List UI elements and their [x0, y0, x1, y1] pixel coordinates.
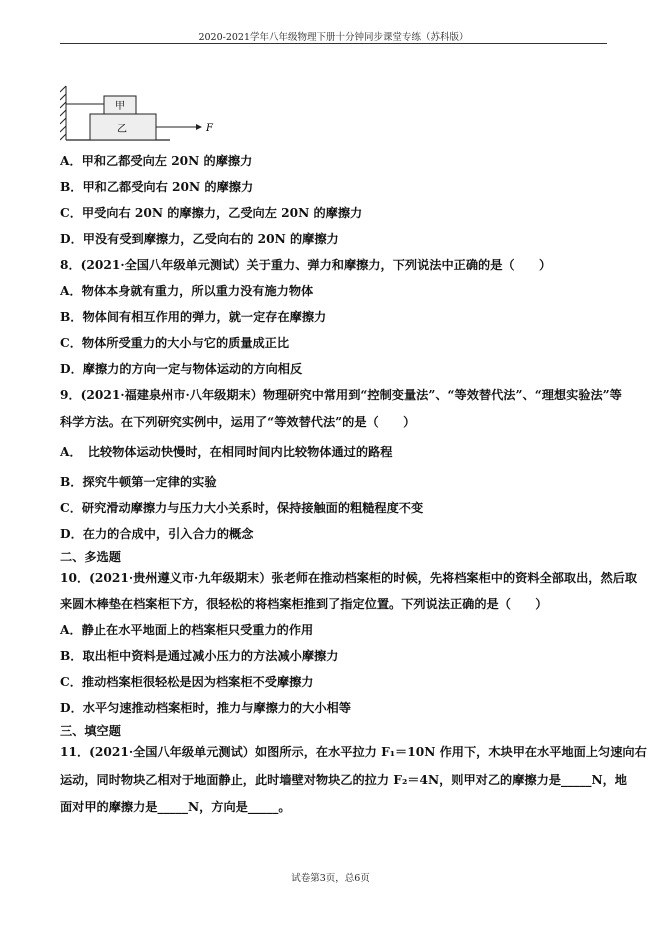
q10-option-c: C．推动档案柜很轻松是因为档案柜不受摩擦力 [60, 675, 314, 689]
q9-stem-line1: 9．(2021·福建泉州市·八年级期末）物理研究中常用到“控制变量法”、“等效替代法”、“理想实验法”等 [60, 388, 622, 402]
q8-option-c: C．物体所受重力的大小与它的质量成正比 [60, 336, 290, 350]
q10-stem-line2: 来圆木棒垫在档案柜下方，很轻松的将档案柜推到了指定位置。下列说法正确的是（ ） [60, 597, 548, 611]
label-jia: 甲 [115, 101, 125, 112]
wall-hatching [60, 86, 66, 140]
q10-stem-line1: 10．(2021·贵州遵义市·九年级期末）张老师在推动档案柜的时候，先将档案柜中的资料全部取出，然后取 [60, 571, 638, 585]
q7-option-a: A．甲和乙都受向左 20N 的摩擦力 [60, 154, 253, 168]
q10-option-b: B．取出柜中资料是通过减小压力的方法减小摩擦力 [60, 649, 339, 663]
q9-stem-line2: 科学方法。在下列研究实例中，运用了“等效替代法”的是（ ） [60, 415, 416, 429]
label-yi: 乙 [117, 124, 127, 135]
q8-option-b: B．物体间有相互作用的弹力，就一定存在摩擦力 [60, 310, 327, 324]
q9-option-a: A． 比较物体运动快慢时，在相同时间内比较物体通过的路程 [60, 445, 393, 459]
q9-option-d: D．在力的合成中，引入合力的概念 [60, 527, 254, 541]
q8-option-d: D．摩擦力的方向一定与物体运动的方向相反 [60, 362, 303, 376]
q8-stem: 8．(2021·全国八年级单元测试）关于重力、弹力和摩擦力，下列说法中正确的是（ ） [60, 258, 552, 272]
q9-option-b: B．探究牛顿第一定律的实验 [60, 475, 217, 489]
q11-line3: 面对甲的摩擦力是_____N，方向是_____。 [60, 800, 291, 814]
section-fill-in: 三、填空题 [60, 724, 121, 738]
q8-option-a: A．物体本身就有重力，所以重力没有施力物体 [60, 284, 314, 298]
force-arrowhead [196, 124, 202, 130]
page-footer: 试卷第3页，总6页 [291, 873, 370, 884]
q7-option-c: C．甲受向右 20N 的摩擦力，乙受向左 20N 的摩擦力 [60, 206, 363, 220]
q11-line1: 11．(2021·全国八年级单元测试）如图所示，在水平拉力 F₁＝10N 作用下，木块甲在水平地面上匀速向右 [60, 745, 647, 759]
q7-option-d: D．甲没有受到摩擦力，乙受向右的 20N 的摩擦力 [60, 232, 339, 246]
q7-option-b: B．甲和乙都受向右 20N 的摩擦力 [60, 180, 254, 194]
header-divider [60, 43, 607, 44]
section-multiple-choice: 二、多选题 [60, 550, 121, 564]
block-diagram-figure [60, 84, 220, 144]
q9-option-c: C．研究滑动摩擦力与压力大小关系时，保持接触面的粗糙程度不变 [60, 501, 424, 515]
q10-option-d: D．水平匀速推动档案柜时，推力与摩擦力的大小相等 [60, 701, 351, 715]
q11-line2: 运动，同时物块乙相对于地面静止，此时墙壁对物块乙的拉力 F₂＝4N，则甲对乙的摩擦力是_____N，地 [60, 773, 627, 787]
q10-option-a: A．静止在水平地面上的档案柜只受重力的作用 [60, 623, 314, 637]
page-header: 2020-2021学年八年级物理下册十分钟同步课堂专练（苏科版） [198, 32, 469, 43]
force-label: F [206, 123, 213, 134]
